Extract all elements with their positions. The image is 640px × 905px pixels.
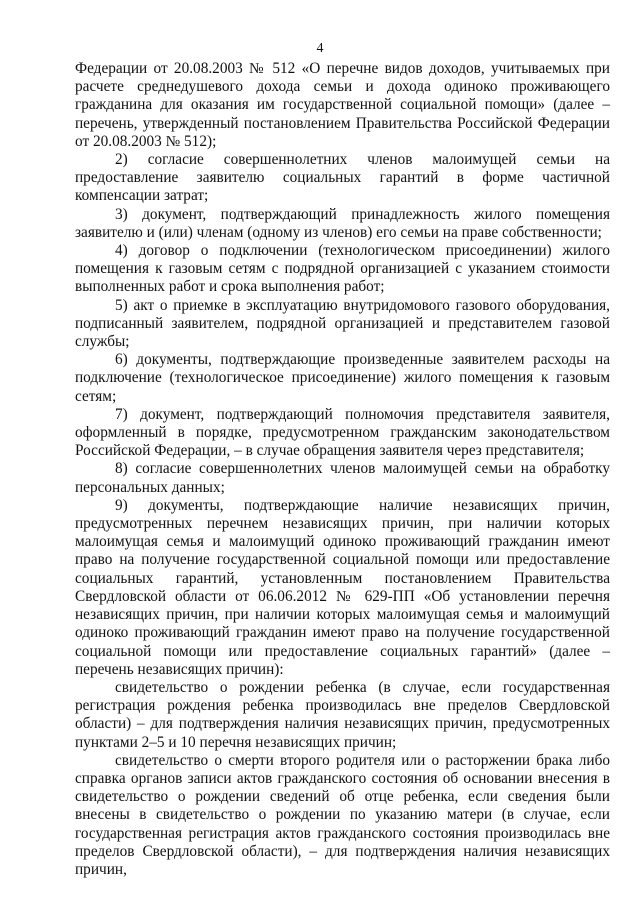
paragraph-death-divorce-certificate: свидетельство о смерти второго родителя или о расторжении брака либо справка органов записи актов гражданского состояния об основании внесения в свидетельство о рождении сведений об отце ребенка, если сведения были внесены в свидетельство о рождении по указанию матери (в случае, если государственная регистрация актов гражданского состояния производилась вне пределов Свердловской области), – для подтверждения наличия независящих причин, bbox=[75, 751, 610, 878]
paragraph-item-5: 5) акт о приемке в эксплуатацию внутридомового газового оборудования, подписанный заявителем, подрядной организацией и представителем газовой службы; bbox=[75, 296, 610, 351]
paragraph-item-2: 2) согласие совершеннолетних членов малоимущей семьи на предоставление заявителю социальных гарантий в форме частичной компенсации затрат; bbox=[75, 151, 610, 205]
paragraph-birth-certificate: свидетельство о рождении ребенка (в случае, если государственная регистрация рождения ребенка производилась вне пределов Свердловской области) – для подтверждения наличия независящих причин, предусмотренных пунктами 2–5 и 10 перечня независящих причин; bbox=[75, 678, 610, 751]
paragraph-item-4: 4) договор о подключении (технологическом присоединении) жилого помещения к газовым сетям с подрядной организацией с указанием стоимости выполненных работ и срока выполнения работ; bbox=[75, 242, 610, 296]
paragraph-continuation: Федерации от 20.08.2003 № 512 «О перечне видов доходов, учитываемых при расчете среднедушевого дохода семьи и дохода одиноко проживающего гражданина для оказания им государственной социальной помощи» (далее – перечень, утвержденный постановлением Правительства Российской Федерации от 20.08.2003 № 512); bbox=[75, 60, 610, 150]
page-number: 4 bbox=[316, 41, 324, 56]
paragraph-item-6: 6) документы, подтверждающие произведенные заявителем расходы на подключение (технологическое присоединение) жилого помещения к газовым сетям; bbox=[75, 351, 610, 405]
paragraph-item-3: 3) документ, подтверждающий принадлежность жилого помещения заявителю и (или) членам (одному из членов) его семьи на праве собственности; bbox=[75, 205, 610, 241]
paragraph-item-8: 8) согласие совершеннолетних членов малоимущей семьи на обработку персональных данных; bbox=[75, 460, 610, 496]
paragraph-item-7: 7) документ, подтверждающий полномочия представителя заявителя, оформленный в порядке, предусмотренном гражданским законодательством Российской Федерации, – в случае обращения заявителя через представителя; bbox=[75, 405, 610, 460]
document-body bbox=[75, 60, 610, 879]
paragraph-item-9: 9) документы, подтверждающие наличие независящих причин, предусмотренных перечнем независящих причин, при наличии которых малоимущая семья и малоимущий одиноко проживающий гражданин имеют право на получение государственной социальной помощи или предоставление социальных гарантий, установленным постановлением Правительства Свердловской области от 06.06.2012 № 629-ПП «Об установлении перечня независящих причин, при наличии которых малоимущая семья и малоимущий одиноко проживающий гражданин имеют право на получение государственной социальной помощи или предоставление социальных гарантий» (далее – перечень независящих причин): bbox=[75, 496, 610, 678]
